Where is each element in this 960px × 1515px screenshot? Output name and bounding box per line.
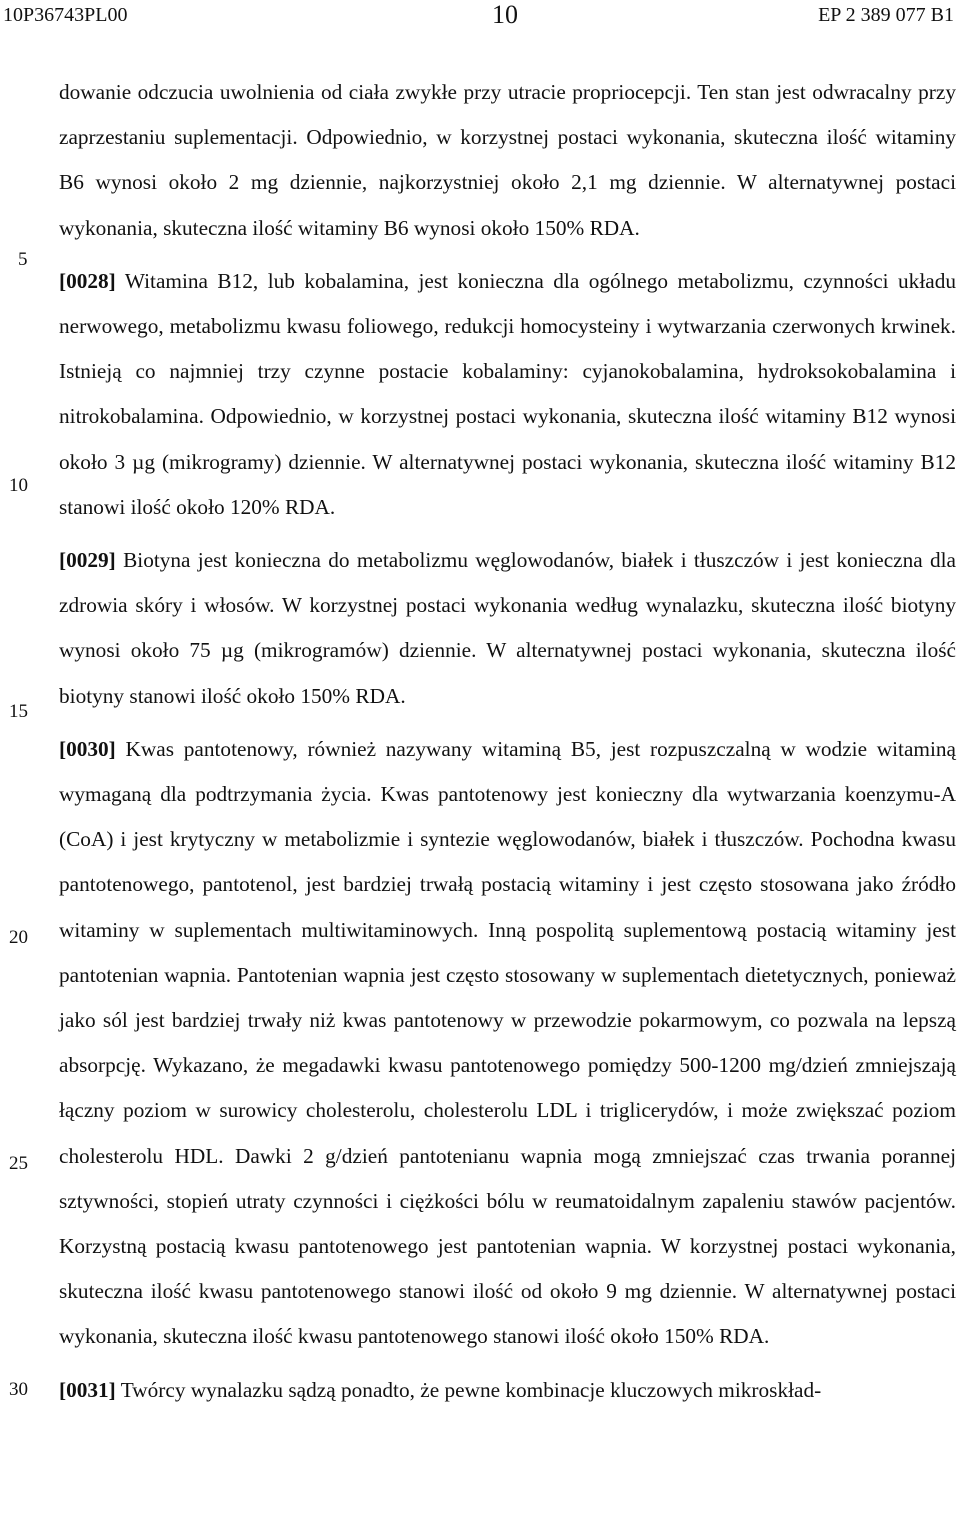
line-number: 15 [9, 701, 28, 722]
paragraph-text: Kwas pantotenowy, również nazywany witaminą B5, jest rozpuszczalną w wodzie witaminą wymaganą dla podtrzymania życia. Kwas pantotenowy jest konieczny dla wytwarzania koenzymu-A (CoA) i jest krytyczny w metabolizmie i syntezie węglowodanów, białek i tłuszczów. Pochodna kwasu pantotenowego, pantotenol, jest bardziej trwałą postacią witaminy i jest często stosowana jako źródło witaminy w suplementach multiwitaminowych. Inną pospolitą suplementową postacią witaminy jest pantotenian wapnia. Pantotenian wapnia jest często stosowany w suplementach dietetycznych, ponieważ jako sól jest bardziej trwały niż kwas pantotenowy w przewodzie pokarmowym, co pozwala na lepszą absorpcję. Wykazano, że megadawki kwasu pantotenowego pomiędzy 500-1200 mg/dzień zmniejszają łączny poziom w surowicy cholesterolu, cholesterolu LDL i triglicerydów, i może zwiększać poziom cholesterolu HDL. Dawki 2 g/dzień pantotenianu wapnia mogą zmniejszać czas trwania porannej sztywności, stopień utraty czynności i ciężkości bólu w reumatoidalnym zapaleniu stawów pacjentów. Korzystną postacią kwasu pantotenowego jest pantotenian wapnia. W korzystnej postaci wykonania, skuteczna ilość kwasu pantotenowego stanowi ilość od około 9 mg dziennie. W alternatywnej postaci wykonania, skuteczna ilość kwasu pantotenowego stanowi ilość około 150% RDA. [59, 736, 957, 1349]
line-number: 20 [9, 927, 28, 948]
paragraph-tag: [0030] [59, 736, 116, 761]
paragraph-text: Biotyna jest konieczna do metabolizmu węglowodanów, białek i tłuszczów i jest konieczna dla zdrowia skóry i włosów. W korzystnej postaci wykonania według wynalazku, skuteczna ilość biotyny wynosi około 75 µg (mikrogramów) dziennie. W alternatywnej postaci wykonania, skuteczna ilość biotyny stanowi ilość około 150% RDA. [59, 548, 957, 708]
document-id: 10P36743PL00 [3, 4, 128, 26]
paragraph-tag: [0031] [59, 1377, 116, 1402]
paragraph-text: Witamina B12, lub kobalamina, jest konieczna dla ogólnego metabolizmu, czynności układu nerwowego, metabolizmu kwasu foliowego, redukcji homocysteiny i wytwarzania czerwonych krwinek. Istnieją co najmniej trzy czynne postacie kobalaminy: cyjanokobalamina, hydroksokobalamina i nitrokobalamina. Odpowiednio, w korzystnej postaci wykonania, skuteczna ilość witaminy B12 wynosi około 3 µg (mikrogramy) dziennie. W alternatywnej postaci wykonania, skuteczna ilość witaminy B12 stanowi ilość około 120% RDA. [59, 268, 956, 519]
line-number: 25 [9, 1153, 28, 1174]
line-number-margin [0, 0, 40, 1515]
paragraph-0031 [59, 1368, 956, 1413]
page-header [0, 0, 960, 34]
line-number: 30 [9, 1379, 28, 1400]
paragraph-0028 [59, 259, 956, 530]
paragraph-text: Twórcy wynalazku sądzą ponadto, że pewne kombinacje kluczowych mikroskład- [120, 1377, 822, 1402]
paragraph [59, 70, 956, 251]
page-number: 10 [492, 0, 518, 29]
paragraph-0030 [59, 727, 956, 1360]
document-body [59, 70, 956, 1421]
paragraph-0029 [59, 538, 956, 719]
line-number: 5 [18, 249, 28, 270]
paragraph-tag: [0028] [59, 268, 116, 293]
paragraph-tag: [0029] [59, 548, 116, 573]
patent-number: EP 2 389 077 B1 [818, 4, 954, 26]
paragraph-text: dowanie odczucia uwolnienia od ciała zwykłe przy utracie propriocepcji. Ten stan jest odwracalny przy zaprzestaniu suplementacji. Odpowiednio, w korzystnej postaci wykonania, skuteczna ilość witaminy B6 wynosi około 2 mg dziennie, najkorzystniej około 2,1 mg dziennie. W alternatywnej postaci wykonania, skuteczna ilość witaminy B6 wynosi około 150% RDA. [59, 80, 956, 240]
line-number: 10 [9, 475, 28, 496]
